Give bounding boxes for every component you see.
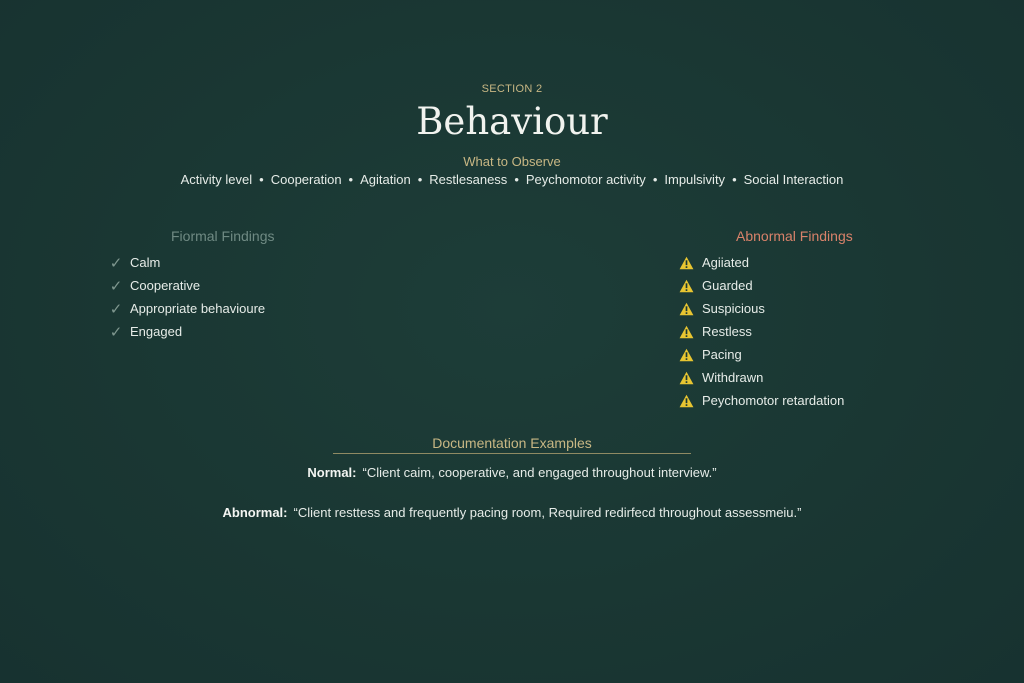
observe-item: Agitation bbox=[360, 172, 411, 187]
check-icon: ✓ bbox=[109, 323, 123, 341]
normal-finding-label: Cooperative bbox=[130, 278, 201, 293]
check-icon: ✓ bbox=[109, 277, 123, 295]
abnormal-finding-item bbox=[679, 297, 844, 320]
abnormal-finding-label: Restless bbox=[702, 324, 752, 339]
normal-finding-item bbox=[108, 297, 265, 320]
abnormal-example-text: “Client resttess and frequently pacing room, Required redirfecd throughout assessmeiu.” bbox=[293, 505, 802, 520]
bullet-separator: • bbox=[348, 172, 354, 187]
normal-finding-label: Appropriate behavioure bbox=[130, 301, 266, 316]
warning-icon bbox=[679, 302, 694, 316]
section-label: SECTION 2 bbox=[481, 83, 543, 95]
normal-finding-item bbox=[108, 251, 265, 274]
abnormal-finding-item bbox=[679, 320, 844, 343]
abnormal-finding-item bbox=[679, 251, 844, 274]
documentation-heading: Documentation Examples bbox=[432, 435, 592, 451]
normal-finding-item bbox=[108, 274, 265, 297]
page-title: Behaviour bbox=[416, 100, 608, 143]
bullet-separator: • bbox=[732, 172, 737, 187]
abnormal-finding-label: Guarded bbox=[702, 278, 753, 293]
abnormal-finding-label: Peychomotor retardation bbox=[702, 393, 845, 408]
observe-list bbox=[0, 172, 1024, 187]
normal-example bbox=[0, 465, 1024, 480]
normal-example-text: “Client caim, cooperative, and engaged throughout interview.” bbox=[362, 465, 717, 480]
abnormal-finding-item bbox=[679, 343, 844, 366]
bullet-separator: • bbox=[259, 172, 264, 187]
observe-item: Restlesaness bbox=[429, 172, 508, 187]
abnormal-finding-label: Withdrawn bbox=[702, 370, 764, 385]
check-icon: ✓ bbox=[109, 254, 123, 272]
abnormal-example bbox=[0, 505, 1024, 520]
normal-findings-list bbox=[108, 251, 265, 343]
bullet-separator: • bbox=[514, 172, 519, 187]
observe-item: Peychomotor activity bbox=[525, 172, 646, 187]
warning-icon bbox=[679, 325, 694, 339]
abnormal-findings-list bbox=[679, 251, 844, 412]
observe-item: Impulsivity bbox=[664, 172, 726, 187]
normal-finding-item bbox=[108, 320, 265, 343]
warning-icon bbox=[679, 256, 694, 270]
abnormal-findings-heading: Abnormal Findings bbox=[736, 228, 853, 244]
normal-findings-heading: Fiormal Findings bbox=[171, 228, 275, 244]
warning-icon bbox=[679, 394, 694, 408]
abnormal-finding-item bbox=[679, 274, 844, 297]
observe-item: Social Interaction bbox=[743, 172, 844, 187]
bullet-separator: • bbox=[652, 172, 658, 187]
warning-icon bbox=[679, 279, 694, 293]
normal-finding-label: Engaged bbox=[130, 324, 183, 339]
warning-icon bbox=[679, 371, 694, 385]
observe-heading: What to Observe bbox=[463, 154, 561, 169]
observe-item: Activity level bbox=[180, 172, 253, 187]
abnormal-finding-label: Agiiated bbox=[702, 255, 749, 270]
abnormal-finding-item bbox=[679, 366, 844, 389]
normal-finding-label: Calm bbox=[130, 255, 161, 270]
warning-icon bbox=[679, 348, 694, 362]
documentation-divider bbox=[333, 453, 691, 454]
abnormal-finding-label: Suspicious bbox=[702, 301, 765, 316]
check-icon: ✓ bbox=[109, 300, 123, 318]
observe-item: Cooperation bbox=[270, 172, 342, 187]
abnormal-finding-item bbox=[679, 389, 844, 412]
abnormal-finding-label: Pacing bbox=[702, 347, 742, 362]
abnormal-example-label: Abnormal: bbox=[222, 505, 288, 520]
bullet-separator: • bbox=[417, 172, 423, 187]
normal-example-label: Normal: bbox=[307, 465, 357, 480]
